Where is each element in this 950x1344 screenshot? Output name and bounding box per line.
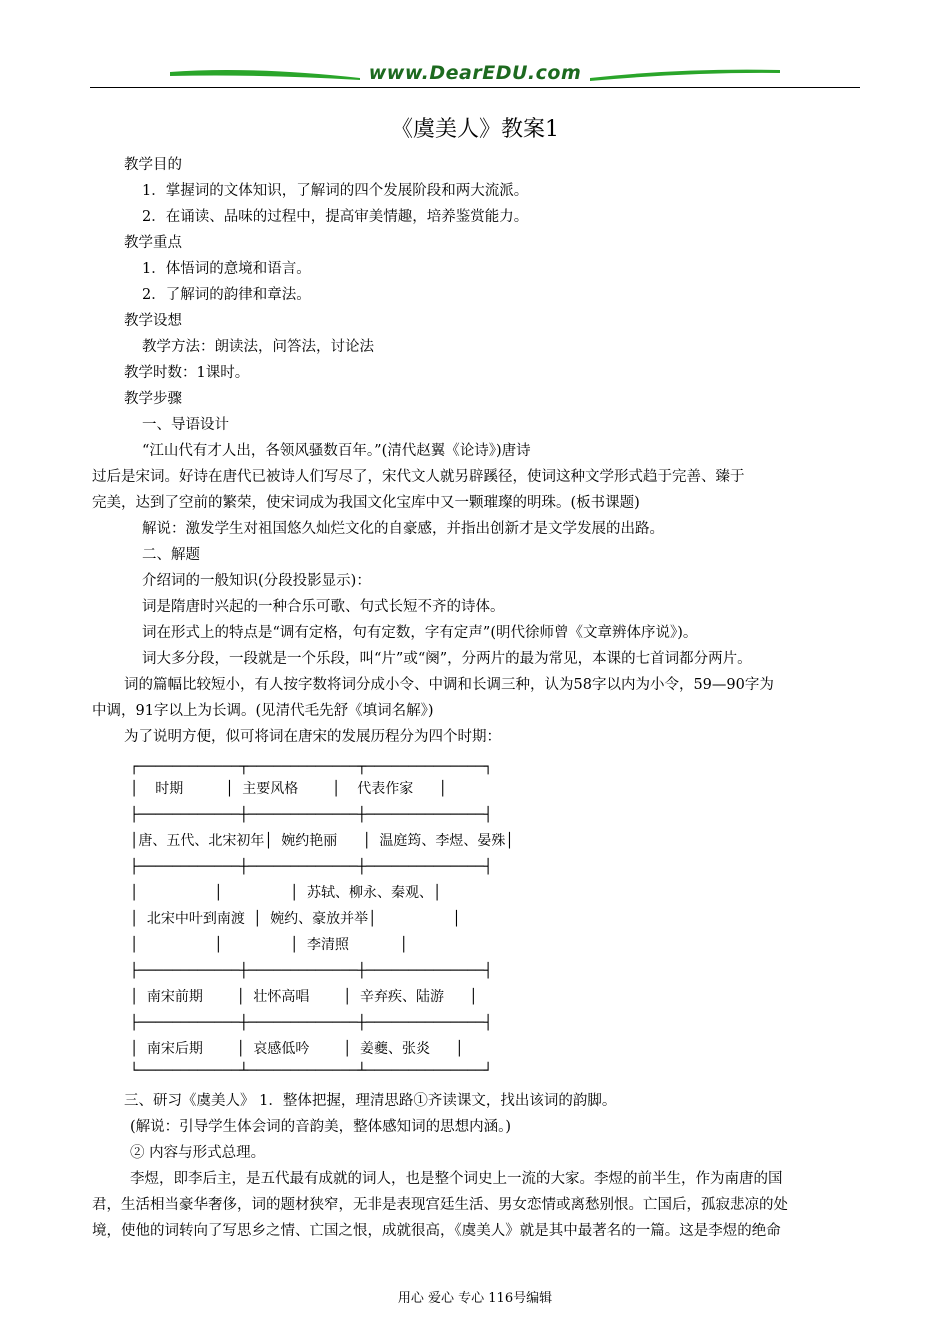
table-row: │ 南宋后期 │ 哀感低吟 │ 姜夔、张炎 │ — [130, 1041, 464, 1057]
text-line: 李煜，即李后主，是五代最有成就的词人，也是整个词史上一流的大家。李煜的前半生，作为南唐的国 — [130, 1171, 783, 1187]
text-line: 词是隋唐时兴起的一种合乐可歌、句式长短不齐的诗体。 — [142, 599, 505, 615]
table-row: ┌────────────┬─────────────┬──────────────┐ — [130, 759, 493, 775]
text-line: 教学重点 — [124, 235, 182, 251]
text-line: 境，使他的词转向了写思乡之情、亡国之恨，成就很高，《虞美人》就是其中最著名的一篇。这是李煜的绝命 — [92, 1223, 781, 1239]
table-row: │唐、五代、北宋初年│ 婉约艳丽 │ 温庭筠、李煜、晏殊│ — [130, 833, 514, 849]
text-line: 过后是宋词。好诗在唐代已被诗人们写尽了，宋代文人就另辟蹊径，使词这种文学形式趋于完善、臻于 — [92, 469, 745, 485]
text-line: 词在形式上的特点是“调有定格，句有定数，字有定声”(明代徐师曾《文章辨体序说》)。 — [142, 625, 698, 641]
text-line: 三、研习《虞美人》 1．整体把握，理清思路①齐读课文，找出该词的韵脚。 — [124, 1093, 617, 1109]
header-rule — [90, 87, 860, 88]
text-line: 中调，91字以上为长调。(见清代毛先舒《填词名解》) — [92, 703, 434, 719]
site-logo[interactable]: www.DearEDU.com — [368, 62, 582, 84]
text-line: 君，生活相当豪华奢侈，词的题材狭窄，无非是表现宫廷生活、男女恋情或离愁别恨。亡国后，孤寂悲凉的处 — [92, 1197, 788, 1213]
text-line: ② 内容与形式总理。 — [130, 1145, 266, 1161]
text-line: 教学时数：1课时。 — [124, 365, 250, 381]
text-line: 教学步骤 — [124, 391, 182, 407]
text-line: 介绍词的一般知识(分段投影显示)： — [142, 573, 371, 589]
table-row: │ 北宋中叶到南渡 │ 婉约、豪放并举│ │ — [130, 911, 461, 927]
page-title: 《虞美人》教案1 — [391, 117, 559, 142]
table-row: │ │ │ 苏轼、柳永、秦观、│ — [130, 885, 442, 901]
text-line: 1．掌握词的文体知识，了解词的四个发展阶段和两大流派。 — [142, 183, 529, 199]
table-row: │ │ │ 李清照 │ — [130, 937, 409, 953]
text-line: 词的篇幅比较短小，有人按字数将词分成小令、中调和长调三种，认为58字以内为小令，59—90字为 — [124, 677, 774, 693]
text-line: 教学设想 — [124, 313, 182, 329]
table-row: │ 南宋前期 │ 壮怀高唱 │ 辛弃疾、陆游 │ — [130, 989, 478, 1005]
text-line: 1．体悟词的意境和语言。 — [142, 261, 311, 277]
table-row: │ 时期 │ 主要风格 │ 代表作家 │ — [130, 781, 448, 797]
text-line: 一、导语设计 — [142, 417, 229, 433]
text-line: 为了说明方便，似可将词在唐宋的发展历程分为四个时期： — [124, 729, 501, 745]
text-line: 词大多分段，一段就是一个乐段，叫“片”或“阕”，分两片的最为常见，本课的七首词都分两片。 — [142, 651, 752, 667]
text-line: 教学目的 — [124, 157, 182, 173]
table-row: ├────────────┼─────────────┼──────────────┤ — [130, 807, 493, 823]
table-row: ├────────────┼─────────────┼──────────────┤ — [130, 1015, 493, 1031]
text-line: 完美，达到了空前的繁荣，使宋词成为我国文化宝库中又一颗璀璨的明珠。(板书课题) — [92, 495, 640, 511]
text-line: (解说：引导学生体会词的音韵美，整体感知词的思想内涵。) — [130, 1119, 512, 1135]
text-line: “江山代有才人出，各领风骚数百年。”(清代赵翼《论诗》)唐诗 — [142, 443, 531, 459]
text-line: 解说：激发学生对祖国悠久灿烂文化的自豪感，并指出创新才是文学发展的出路。 — [142, 521, 664, 537]
text-line: 2．了解词的韵律和章法。 — [142, 287, 311, 303]
text-line: 2．在诵读、品味的过程中，提高审美情趣，培养鉴赏能力。 — [142, 209, 529, 225]
table-row: ├────────────┼─────────────┼──────────────┤ — [130, 963, 493, 979]
text-line: 二、解题 — [142, 547, 200, 563]
table-row: └────────────┴─────────────┴──────────────┘ — [130, 1063, 493, 1079]
table-row: ├────────────┼─────────────┼──────────────┤ — [130, 859, 493, 875]
text-line: 教学方法：朗读法，问答法，讨论法 — [142, 339, 374, 355]
page-footer: 用心 爱心 专心 116号编辑 — [397, 1291, 553, 1306]
